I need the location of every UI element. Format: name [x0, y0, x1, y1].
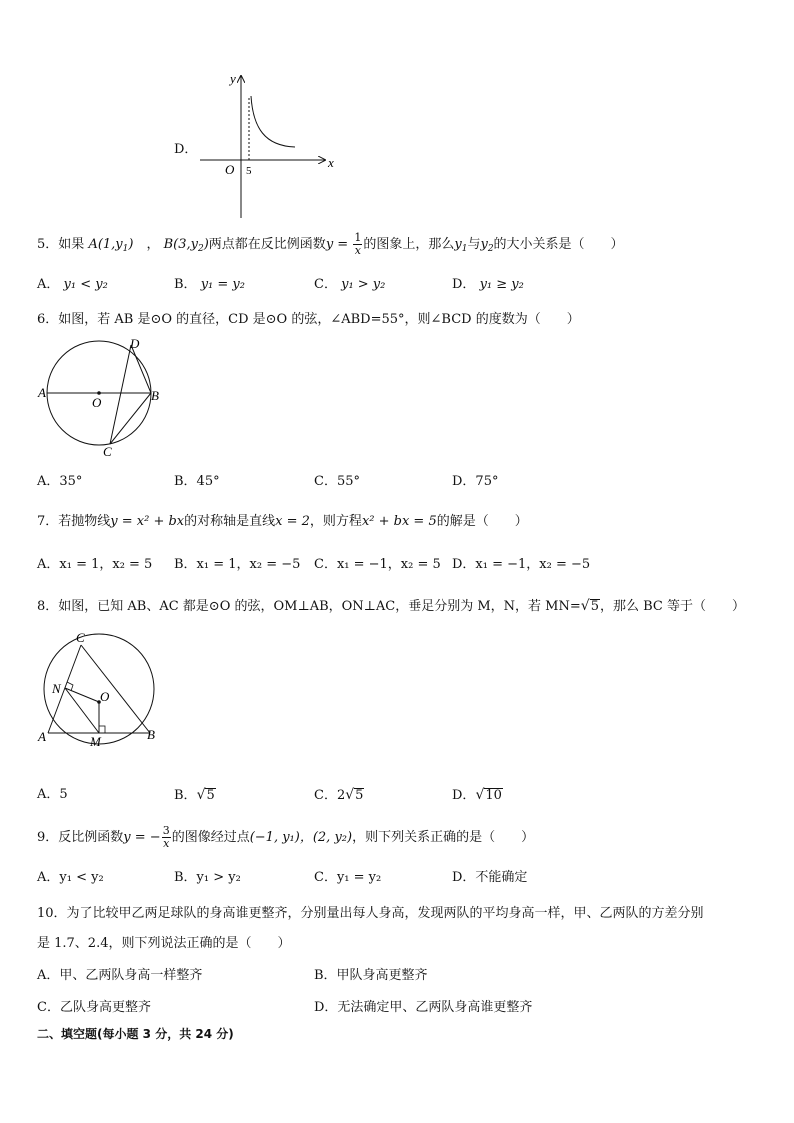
q10-option-c[interactable]: C．乙队身高更整齐 — [37, 1000, 151, 1015]
q6-circle-figure — [36, 336, 166, 460]
q7-option-b[interactable]: B．x₁ = 1，x₂ = −5 — [174, 557, 301, 572]
label-d: D — [130, 336, 140, 351]
q5-option-a[interactable]: A． y₁ < y₂ — [37, 277, 108, 292]
segment-bd — [131, 345, 151, 393]
graph-d-option-label: D． — [174, 142, 198, 157]
label-c: C — [103, 444, 112, 459]
label-b: B — [147, 727, 155, 742]
q6-option-d[interactable]: D．75° — [452, 474, 499, 489]
y-axis-label: y — [230, 71, 236, 86]
question-7: 7．若抛物线y = x² + bx的对称轴是直线x = 2，则方程x² + bx = 5的解是（ ） — [37, 514, 528, 529]
q8-option-c[interactable]: C．2√5 — [314, 787, 364, 803]
hyperbola-curve — [251, 96, 295, 147]
label-o: O — [100, 689, 110, 704]
q10-option-a[interactable]: A．甲、乙两队身高一样整齐 — [37, 968, 203, 983]
q8-option-a[interactable]: A．5 — [37, 787, 68, 802]
q7-option-a[interactable]: A．x₁ = 1，x₂ = 5 — [37, 557, 153, 572]
label-b: B — [151, 388, 159, 403]
question-10-line-2: 是 1.7、2.4，则下列说法正确的是（ ） — [37, 936, 291, 951]
q5-option-b[interactable]: B． y₁ = y₂ — [174, 277, 245, 292]
q6-option-a[interactable]: A．35° — [37, 474, 83, 489]
q8-option-b[interactable]: B．√5 — [174, 787, 215, 803]
question-9: 9．反比例函数y = − $\frac{3}{x}$ 的图像经过点(−1, y₁)，(2, y₂)，则下列关系正确的是（ ） — [37, 824, 535, 850]
q7-option-d[interactable]: D．x₁ = −1，x₂ = −5 — [452, 557, 591, 572]
q9-option-d[interactable]: D．不能确定 — [452, 870, 528, 885]
section-2-title: 二、填空题(每小题 3 分，共 24 分) — [37, 1027, 234, 1041]
question-8: 8．如图，已知 AB、AC 都是⊙O 的弦，OM⊥AB，ON⊥AC，垂足分别为 M，N，若 MN=√5，那么 BC 等于（ ） — [37, 598, 745, 614]
segment-bc — [81, 645, 150, 733]
label-m: M — [90, 734, 101, 749]
label-o: O — [92, 395, 102, 410]
label-a: A — [38, 729, 46, 744]
q9-option-c[interactable]: C．y₁ = y₂ — [314, 870, 382, 885]
label-a: A — [38, 385, 46, 400]
x-axis-label: x — [328, 155, 334, 170]
q10-option-d[interactable]: D．无法确定甲、乙两队身高谁更整齐 — [314, 1000, 533, 1015]
q8-option-d[interactable]: D．√10 — [452, 787, 502, 803]
question-6: 6．如图，若 AB 是⊙O 的直径，CD 是⊙O 的弦，∠ABD=55°，则∠BCD 的度数为（ ） — [37, 312, 580, 327]
label-c: C — [76, 630, 85, 645]
chord-cd — [110, 345, 131, 444]
q6-option-b[interactable]: B．45° — [174, 474, 220, 489]
label-n: N — [52, 681, 61, 696]
q9-option-a[interactable]: A．y₁ < y₂ — [37, 870, 104, 885]
q5-option-d[interactable]: D． y₁ ≥ y₂ — [452, 277, 524, 292]
question-10-line-1: 10．为了比较甲乙两足球队的身高谁更整齐，分别量出每人身高，发现两队的平均身高一样，甲、乙两队的方差分别 — [37, 906, 704, 921]
right-angle-m — [99, 726, 105, 733]
question-5: 5．如果 $A(1,y_1)$ ， $B(3,y_2)$两点都在反比例函数y = $\frac{1}{x}$ 的图象上，那么$y_1$与$y_2$的大小关系是（ ） — [37, 231, 624, 257]
q8-circle-figure — [36, 630, 166, 750]
tick-label-5: 5 — [246, 165, 252, 177]
q9-option-b[interactable]: B．y₁ > y₂ — [174, 870, 241, 885]
q7-option-c[interactable]: C．x₁ = −1，x₂ = 5 — [314, 557, 441, 572]
graph-d-figure — [195, 68, 345, 220]
q5-option-c[interactable]: C． y₁ > y₂ — [314, 277, 386, 292]
q10-option-b[interactable]: B．甲队身高更整齐 — [314, 968, 428, 983]
q6-option-c[interactable]: C．55° — [314, 474, 360, 489]
origin-label: O — [225, 162, 235, 177]
